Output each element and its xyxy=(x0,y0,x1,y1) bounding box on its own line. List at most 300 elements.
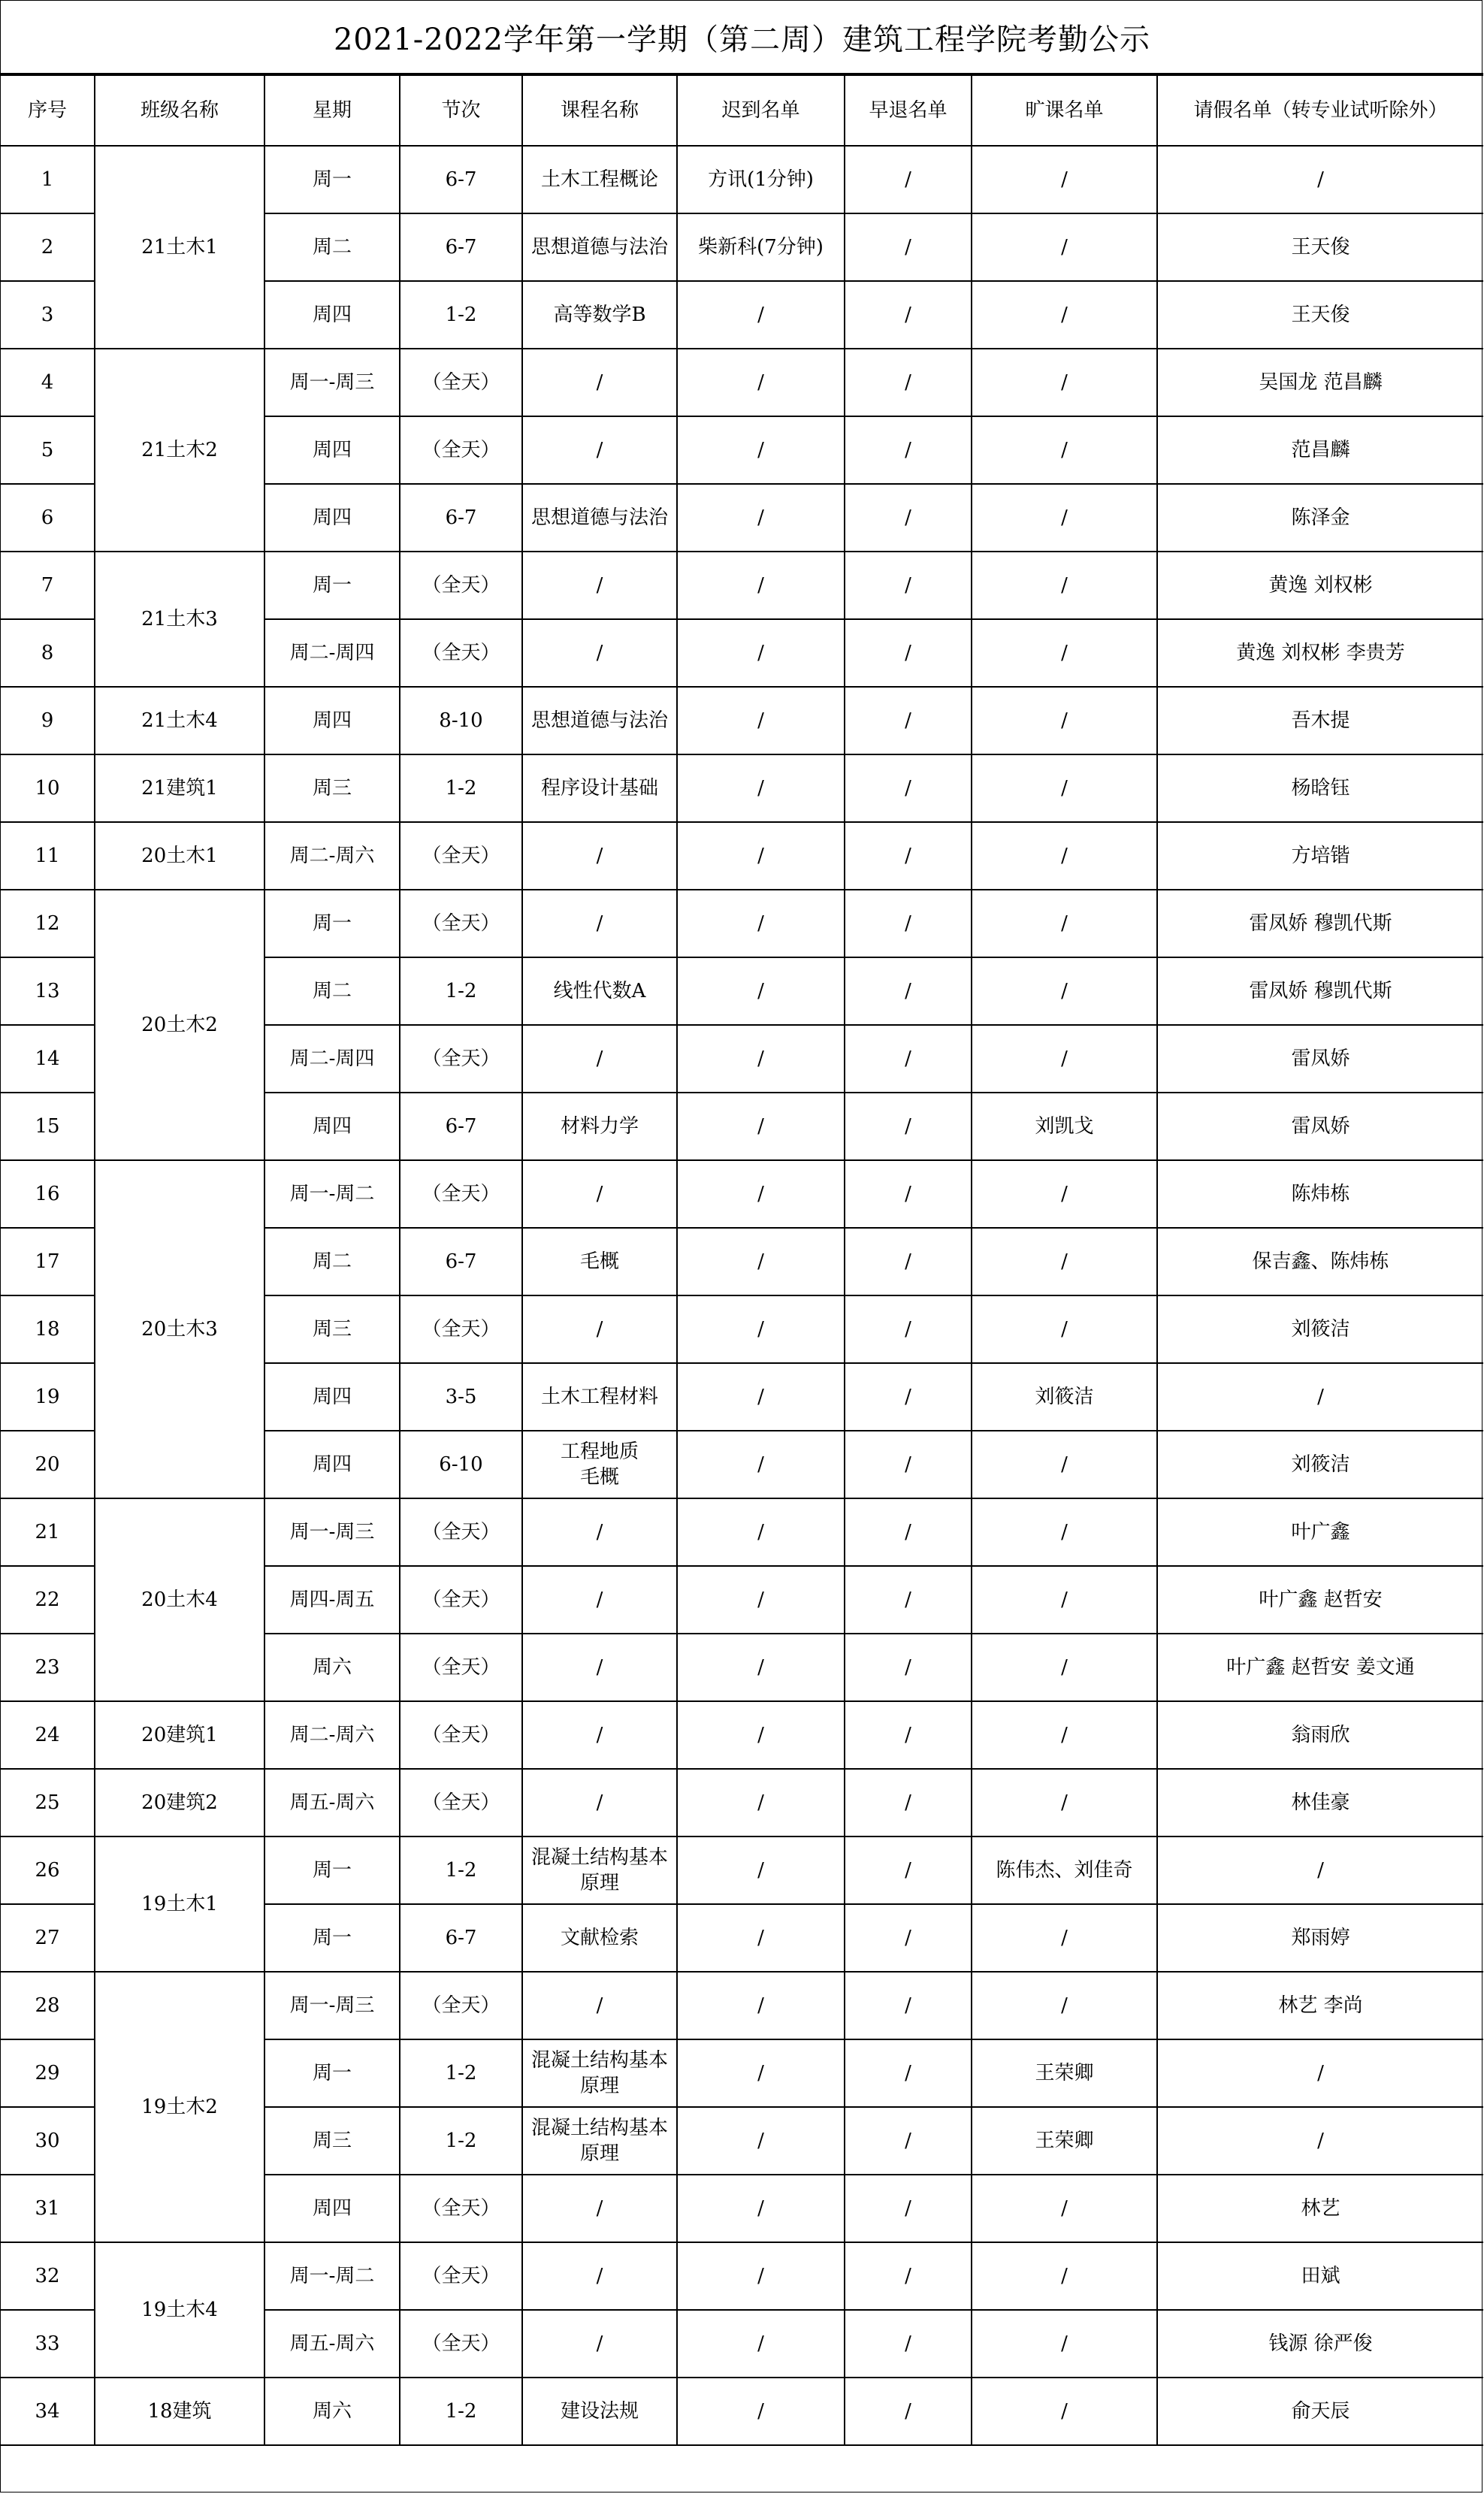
cell-index: 28 xyxy=(1,1972,95,2039)
cell-course: / xyxy=(522,1972,677,2039)
cell-leave: 叶广鑫 赵哲安 xyxy=(1157,1566,1483,1634)
cell-index: 16 xyxy=(1,1160,95,1228)
cell-period: 3-5 xyxy=(400,1363,522,1431)
cell-late: / xyxy=(677,281,845,349)
cell-course: / xyxy=(522,1295,677,1363)
cell-index: 14 xyxy=(1,1025,95,1093)
cell-course: 程序设计基础 xyxy=(522,754,677,822)
cell-absent: / xyxy=(972,2175,1157,2242)
cell-early-leave: / xyxy=(845,1836,972,1904)
cell-course: / xyxy=(522,1566,677,1634)
cell-early-leave: / xyxy=(845,1972,972,2039)
cell-late: / xyxy=(677,1160,845,1228)
cell-early-leave: / xyxy=(845,2107,972,2175)
cell-late: / xyxy=(677,2039,845,2107)
cell-period: （全天） xyxy=(400,349,522,416)
cell-early-leave: / xyxy=(845,2039,972,2107)
cell-leave: 吾木提 xyxy=(1157,687,1483,754)
cell-early-leave: / xyxy=(845,213,972,281)
cell-late: / xyxy=(677,2378,845,2445)
cell-class: 21土木2 xyxy=(95,349,264,552)
cell-absent: / xyxy=(972,2310,1157,2378)
cell-absent: / xyxy=(972,957,1157,1025)
cell-course: 思想道德与法治 xyxy=(522,687,677,754)
cell-leave: 刘筱洁 xyxy=(1157,1431,1483,1498)
cell-index: 34 xyxy=(1,2378,95,2445)
cell-leave: 刘筱洁 xyxy=(1157,1295,1483,1363)
cell-index: 21 xyxy=(1,1498,95,1566)
cell-early-leave: / xyxy=(845,754,972,822)
table-row xyxy=(1,754,1483,822)
cell-period: （全天） xyxy=(400,1160,522,1228)
cell-weekday: 周一 xyxy=(264,2039,400,2107)
cell-late: / xyxy=(677,2175,845,2242)
cell-index: 19 xyxy=(1,1363,95,1431)
cell-weekday: 周一-周三 xyxy=(264,349,400,416)
cell-period: 6-7 xyxy=(400,146,522,213)
cell-leave: 王天俊 xyxy=(1157,281,1483,349)
cell-period: 6-7 xyxy=(400,1228,522,1295)
cell-class: 20土木4 xyxy=(95,1498,264,1701)
cell-period: 6-7 xyxy=(400,1904,522,1972)
cell-absent: / xyxy=(972,1701,1157,1769)
cell-course: / xyxy=(522,416,677,484)
cell-course: / xyxy=(522,1025,677,1093)
cell-class: 20建筑2 xyxy=(95,1769,264,1836)
cell-index: 26 xyxy=(1,1836,95,1904)
cell-course: / xyxy=(522,619,677,687)
cell-weekday: 周四 xyxy=(264,1431,400,1498)
cell-period: 1-2 xyxy=(400,957,522,1025)
cell-period: 8-10 xyxy=(400,687,522,754)
cell-course: / xyxy=(522,822,677,890)
cell-early-leave: / xyxy=(845,349,972,416)
cell-class: 21土木4 xyxy=(95,687,264,754)
cell-late: / xyxy=(677,1025,845,1093)
cell-early-leave: / xyxy=(845,484,972,552)
cell-course: / xyxy=(522,2310,677,2378)
cell-absent: / xyxy=(972,349,1157,416)
cell-index: 22 xyxy=(1,1566,95,1634)
cell-index: 31 xyxy=(1,2175,95,2242)
cell-index: 30 xyxy=(1,2107,95,2175)
cell-late: / xyxy=(677,484,845,552)
cell-late: 方讯(1分钟) xyxy=(677,146,845,213)
cell-leave: 翁雨欣 xyxy=(1157,1701,1483,1769)
cell-late: / xyxy=(677,754,845,822)
cell-late: / xyxy=(677,2107,845,2175)
cell-course: 建设法规 xyxy=(522,2378,677,2445)
cell-index: 20 xyxy=(1,1431,95,1498)
cell-weekday: 周三 xyxy=(264,2107,400,2175)
cell-index: 15 xyxy=(1,1093,95,1160)
cell-period: 6-10 xyxy=(400,1431,522,1498)
cell-early-leave: / xyxy=(845,2378,972,2445)
cell-index: 6 xyxy=(1,484,95,552)
cell-early-leave: / xyxy=(845,2175,972,2242)
header-late: 迟到名单 xyxy=(677,75,845,146)
cell-late: / xyxy=(677,1769,845,1836)
cell-weekday: 周四 xyxy=(264,1093,400,1160)
cell-absent: 王荣卿 xyxy=(972,2039,1157,2107)
cell-weekday: 周四 xyxy=(264,484,400,552)
cell-period: （全天） xyxy=(400,1295,522,1363)
table-row xyxy=(1,822,1483,890)
cell-early-leave: / xyxy=(845,281,972,349)
cell-index: 17 xyxy=(1,1228,95,1295)
cell-period: 6-7 xyxy=(400,213,522,281)
cell-early-leave: / xyxy=(845,1634,972,1701)
cell-late: / xyxy=(677,957,845,1025)
cell-absent: / xyxy=(972,1295,1157,1363)
cell-period: （全天） xyxy=(400,2242,522,2310)
cell-early-leave: / xyxy=(845,1025,972,1093)
cell-index: 11 xyxy=(1,822,95,890)
cell-period: （全天） xyxy=(400,1498,522,1566)
table-row xyxy=(1,552,1483,619)
table-row xyxy=(1,349,1483,416)
cell-late: / xyxy=(677,1904,845,1972)
cell-early-leave: / xyxy=(845,890,972,957)
cell-early-leave: / xyxy=(845,1769,972,1836)
cell-absent: 王荣卿 xyxy=(972,2107,1157,2175)
cell-class: 19土木1 xyxy=(95,1836,264,1972)
cell-weekday: 周一 xyxy=(264,552,400,619)
cell-course: 混凝土结构基本原理 xyxy=(522,2039,677,2107)
cell-period: 1-2 xyxy=(400,1836,522,1904)
cell-course: / xyxy=(522,2175,677,2242)
cell-course: 文献检索 xyxy=(522,1904,677,1972)
cell-weekday: 周一 xyxy=(264,146,400,213)
cell-index: 12 xyxy=(1,890,95,957)
cell-early-leave: / xyxy=(845,619,972,687)
cell-leave: / xyxy=(1157,1836,1483,1904)
cell-leave: 黄逸 刘权彬 李贵芳 xyxy=(1157,619,1483,687)
cell-early-leave: / xyxy=(845,1228,972,1295)
cell-index: 33 xyxy=(1,2310,95,2378)
cell-leave: 郑雨婷 xyxy=(1157,1904,1483,1972)
cell-early-leave: / xyxy=(845,1701,972,1769)
cell-index: 7 xyxy=(1,552,95,619)
cell-weekday: 周四 xyxy=(264,1363,400,1431)
table-row xyxy=(1,146,1483,213)
cell-period: 1-2 xyxy=(400,2039,522,2107)
header-course: 课程名称 xyxy=(522,75,677,146)
cell-absent: / xyxy=(972,2378,1157,2445)
cell-weekday: 周四 xyxy=(264,281,400,349)
cell-course: / xyxy=(522,890,677,957)
cell-course: 土木工程材料 xyxy=(522,1363,677,1431)
cell-course: 高等数学B xyxy=(522,281,677,349)
cell-leave: 王天俊 xyxy=(1157,213,1483,281)
cell-leave: 雷凤娇 xyxy=(1157,1093,1483,1160)
cell-early-leave: / xyxy=(845,1566,972,1634)
cell-leave: / xyxy=(1157,1363,1483,1431)
cell-leave: / xyxy=(1157,2107,1483,2175)
cell-period: （全天） xyxy=(400,890,522,957)
cell-late: / xyxy=(677,1701,845,1769)
cell-early-leave: / xyxy=(845,1093,972,1160)
cell-absent: / xyxy=(972,1228,1157,1295)
header-leave: 请假名单（转专业试听除外） xyxy=(1157,75,1483,146)
table-row xyxy=(1,687,1483,754)
cell-course: / xyxy=(522,1498,677,1566)
cell-weekday: 周二 xyxy=(264,957,400,1025)
cell-late: / xyxy=(677,822,845,890)
cell-early-leave: / xyxy=(845,1904,972,1972)
cell-weekday: 周二 xyxy=(264,1228,400,1295)
cell-period: （全天） xyxy=(400,619,522,687)
cell-late: / xyxy=(677,1295,845,1363)
cell-weekday: 周三 xyxy=(264,1295,400,1363)
cell-early-leave: / xyxy=(845,1363,972,1431)
cell-index: 4 xyxy=(1,349,95,416)
cell-absent: / xyxy=(972,146,1157,213)
cell-early-leave: / xyxy=(845,957,972,1025)
cell-late: / xyxy=(677,2242,845,2310)
cell-absent: / xyxy=(972,2242,1157,2310)
cell-period: 1-2 xyxy=(400,2107,522,2175)
header-absent: 旷课名单 xyxy=(972,75,1157,146)
cell-weekday: 周四 xyxy=(264,416,400,484)
table-row xyxy=(1,1498,1483,1566)
table-row xyxy=(1,890,1483,957)
cell-absent: 刘筱洁 xyxy=(972,1363,1157,1431)
cell-late: / xyxy=(677,349,845,416)
cell-late: / xyxy=(677,1634,845,1701)
cell-leave: 叶广鑫 xyxy=(1157,1498,1483,1566)
attendance-table xyxy=(1,74,1483,2446)
cell-absent: / xyxy=(972,213,1157,281)
cell-period: （全天） xyxy=(400,2175,522,2242)
cell-period: （全天） xyxy=(400,1701,522,1769)
cell-late: / xyxy=(677,2310,845,2378)
cell-weekday: 周四-周五 xyxy=(264,1566,400,1634)
cell-leave: 田斌 xyxy=(1157,2242,1483,2310)
cell-course: / xyxy=(522,1701,677,1769)
cell-period: （全天） xyxy=(400,1634,522,1701)
cell-weekday: 周一 xyxy=(264,1836,400,1904)
cell-course: 思想道德与法治 xyxy=(522,213,677,281)
cell-period: 1-2 xyxy=(400,281,522,349)
cell-leave: / xyxy=(1157,2039,1483,2107)
cell-early-leave: / xyxy=(845,1498,972,1566)
cell-period: （全天） xyxy=(400,1025,522,1093)
header-class: 班级名称 xyxy=(95,75,264,146)
cell-late: / xyxy=(677,687,845,754)
cell-leave: 吴国龙 范昌麟 xyxy=(1157,349,1483,416)
cell-leave: 钱源 徐严俊 xyxy=(1157,2310,1483,2378)
cell-index: 10 xyxy=(1,754,95,822)
cell-class: 19土木4 xyxy=(95,2242,264,2378)
cell-absent: / xyxy=(972,484,1157,552)
cell-weekday: 周二-周六 xyxy=(264,822,400,890)
cell-period: （全天） xyxy=(400,2310,522,2378)
cell-index: 2 xyxy=(1,213,95,281)
cell-leave: 黄逸 刘权彬 xyxy=(1157,552,1483,619)
cell-weekday: 周二-周四 xyxy=(264,619,400,687)
cell-weekday: 周一 xyxy=(264,1904,400,1972)
cell-late: 柴新科(7分钟) xyxy=(677,213,845,281)
cell-early-leave: / xyxy=(845,2242,972,2310)
cell-leave: 雷凤娇 穆凯代斯 xyxy=(1157,957,1483,1025)
cell-leave: 雷凤娇 xyxy=(1157,1025,1483,1093)
cell-period: 6-7 xyxy=(400,1093,522,1160)
page-title: 2021-2022学年第一学期（第二周）建筑工程学院考勤公示 xyxy=(1,1,1483,74)
header-index: 序号 xyxy=(1,75,95,146)
cell-absent: / xyxy=(972,1904,1157,1972)
cell-weekday: 周二 xyxy=(264,213,400,281)
cell-class: 21土木3 xyxy=(95,552,264,687)
cell-weekday: 周六 xyxy=(264,2378,400,2445)
cell-class: 21土木1 xyxy=(95,146,264,349)
cell-late: / xyxy=(677,1363,845,1431)
cell-absent: / xyxy=(972,754,1157,822)
cell-absent: / xyxy=(972,416,1157,484)
cell-weekday: 周一 xyxy=(264,890,400,957)
cell-late: / xyxy=(677,1431,845,1498)
cell-course: 混凝土结构基本原理 xyxy=(522,1836,677,1904)
cell-leave: 林佳豪 xyxy=(1157,1769,1483,1836)
table-row xyxy=(1,1160,1483,1228)
cell-class: 18建筑 xyxy=(95,2378,264,2445)
cell-index: 18 xyxy=(1,1295,95,1363)
cell-weekday: 周五-周六 xyxy=(264,1769,400,1836)
cell-period: （全天） xyxy=(400,1566,522,1634)
cell-class: 20建筑1 xyxy=(95,1701,264,1769)
cell-late: / xyxy=(677,1836,845,1904)
cell-leave: 陈泽金 xyxy=(1157,484,1483,552)
cell-absent: / xyxy=(972,890,1157,957)
cell-period: （全天） xyxy=(400,1769,522,1836)
cell-period: （全天） xyxy=(400,822,522,890)
cell-index: 9 xyxy=(1,687,95,754)
cell-course: / xyxy=(522,552,677,619)
header-weekday: 星期 xyxy=(264,75,400,146)
cell-index: 8 xyxy=(1,619,95,687)
cell-leave: / xyxy=(1157,146,1483,213)
cell-early-leave: / xyxy=(845,552,972,619)
cell-course: / xyxy=(522,2242,677,2310)
table-row xyxy=(1,1836,1483,1904)
cell-late: / xyxy=(677,1093,845,1160)
cell-weekday: 周一-周二 xyxy=(264,2242,400,2310)
cell-course: / xyxy=(522,1634,677,1701)
cell-course: / xyxy=(522,1160,677,1228)
cell-weekday: 周一-周二 xyxy=(264,1160,400,1228)
cell-absent: / xyxy=(972,822,1157,890)
cell-absent: / xyxy=(972,1431,1157,1498)
cell-absent: / xyxy=(972,281,1157,349)
cell-weekday: 周二-周四 xyxy=(264,1025,400,1093)
cell-index: 25 xyxy=(1,1769,95,1836)
cell-weekday: 周一-周三 xyxy=(264,1972,400,2039)
cell-leave: 陈炜栋 xyxy=(1157,1160,1483,1228)
cell-weekday: 周三 xyxy=(264,754,400,822)
cell-absent: / xyxy=(972,1498,1157,1566)
cell-course: 毛概 xyxy=(522,1228,677,1295)
cell-early-leave: / xyxy=(845,687,972,754)
cell-index: 27 xyxy=(1,1904,95,1972)
cell-leave: 林艺 xyxy=(1157,2175,1483,2242)
cell-period: 1-2 xyxy=(400,754,522,822)
table-row xyxy=(1,1769,1483,1836)
cell-leave: 方培锴 xyxy=(1157,822,1483,890)
cell-index: 24 xyxy=(1,1701,95,1769)
cell-late: / xyxy=(677,1972,845,2039)
cell-absent: 陈伟杰、刘佳奇 xyxy=(972,1836,1157,1904)
cell-absent: / xyxy=(972,687,1157,754)
cell-class: 20土木2 xyxy=(95,890,264,1160)
cell-absent: / xyxy=(972,1972,1157,2039)
cell-absent: / xyxy=(972,1160,1157,1228)
cell-course: 思想道德与法治 xyxy=(522,484,677,552)
cell-absent: / xyxy=(972,1025,1157,1093)
cell-index: 3 xyxy=(1,281,95,349)
cell-absent: 刘凯戈 xyxy=(972,1093,1157,1160)
header-early-leave: 早退名单 xyxy=(845,75,972,146)
cell-weekday: 周五-周六 xyxy=(264,2310,400,2378)
cell-period: （全天） xyxy=(400,416,522,484)
cell-class: 19土木2 xyxy=(95,1972,264,2242)
cell-period: 1-2 xyxy=(400,2378,522,2445)
cell-early-leave: / xyxy=(845,146,972,213)
cell-leave: 范昌麟 xyxy=(1157,416,1483,484)
cell-absent: / xyxy=(972,1566,1157,1634)
cell-period: 6-7 xyxy=(400,484,522,552)
cell-absent: / xyxy=(972,619,1157,687)
table-row xyxy=(1,1701,1483,1769)
cell-weekday: 周二-周六 xyxy=(264,1701,400,1769)
cell-leave: 叶广鑫 赵哲安 姜文通 xyxy=(1157,1634,1483,1701)
cell-course: 混凝土结构基本原理 xyxy=(522,2107,677,2175)
cell-course: / xyxy=(522,1769,677,1836)
cell-index: 29 xyxy=(1,2039,95,2107)
cell-early-leave: / xyxy=(845,1431,972,1498)
cell-late: / xyxy=(677,619,845,687)
cell-weekday: 周六 xyxy=(264,1634,400,1701)
cell-weekday: 周四 xyxy=(264,2175,400,2242)
cell-course: 工程地质 毛概 xyxy=(522,1431,677,1498)
cell-late: / xyxy=(677,416,845,484)
cell-period: （全天） xyxy=(400,552,522,619)
cell-class: 20土木1 xyxy=(95,822,264,890)
cell-course: 土木工程概论 xyxy=(522,146,677,213)
table-row xyxy=(1,2378,1483,2445)
cell-course: 材料力学 xyxy=(522,1093,677,1160)
cell-leave: 保吉鑫、陈炜栋 xyxy=(1157,1228,1483,1295)
cell-index: 1 xyxy=(1,146,95,213)
cell-index: 5 xyxy=(1,416,95,484)
cell-late: / xyxy=(677,1498,845,1566)
cell-period: （全天） xyxy=(400,1972,522,2039)
cell-early-leave: / xyxy=(845,1295,972,1363)
cell-early-leave: / xyxy=(845,822,972,890)
cell-absent: / xyxy=(972,552,1157,619)
cell-early-leave: / xyxy=(845,1160,972,1228)
cell-late: / xyxy=(677,1566,845,1634)
cell-absent: / xyxy=(972,1769,1157,1836)
cell-index: 23 xyxy=(1,1634,95,1701)
cell-weekday: 周四 xyxy=(264,687,400,754)
cell-course: 线性代数A xyxy=(522,957,677,1025)
cell-late: / xyxy=(677,1228,845,1295)
cell-early-leave: / xyxy=(845,416,972,484)
cell-class: 20土木3 xyxy=(95,1160,264,1498)
table-body xyxy=(1,146,1483,2445)
cell-leave: 林艺 李尚 xyxy=(1157,1972,1483,2039)
cell-index: 13 xyxy=(1,957,95,1025)
